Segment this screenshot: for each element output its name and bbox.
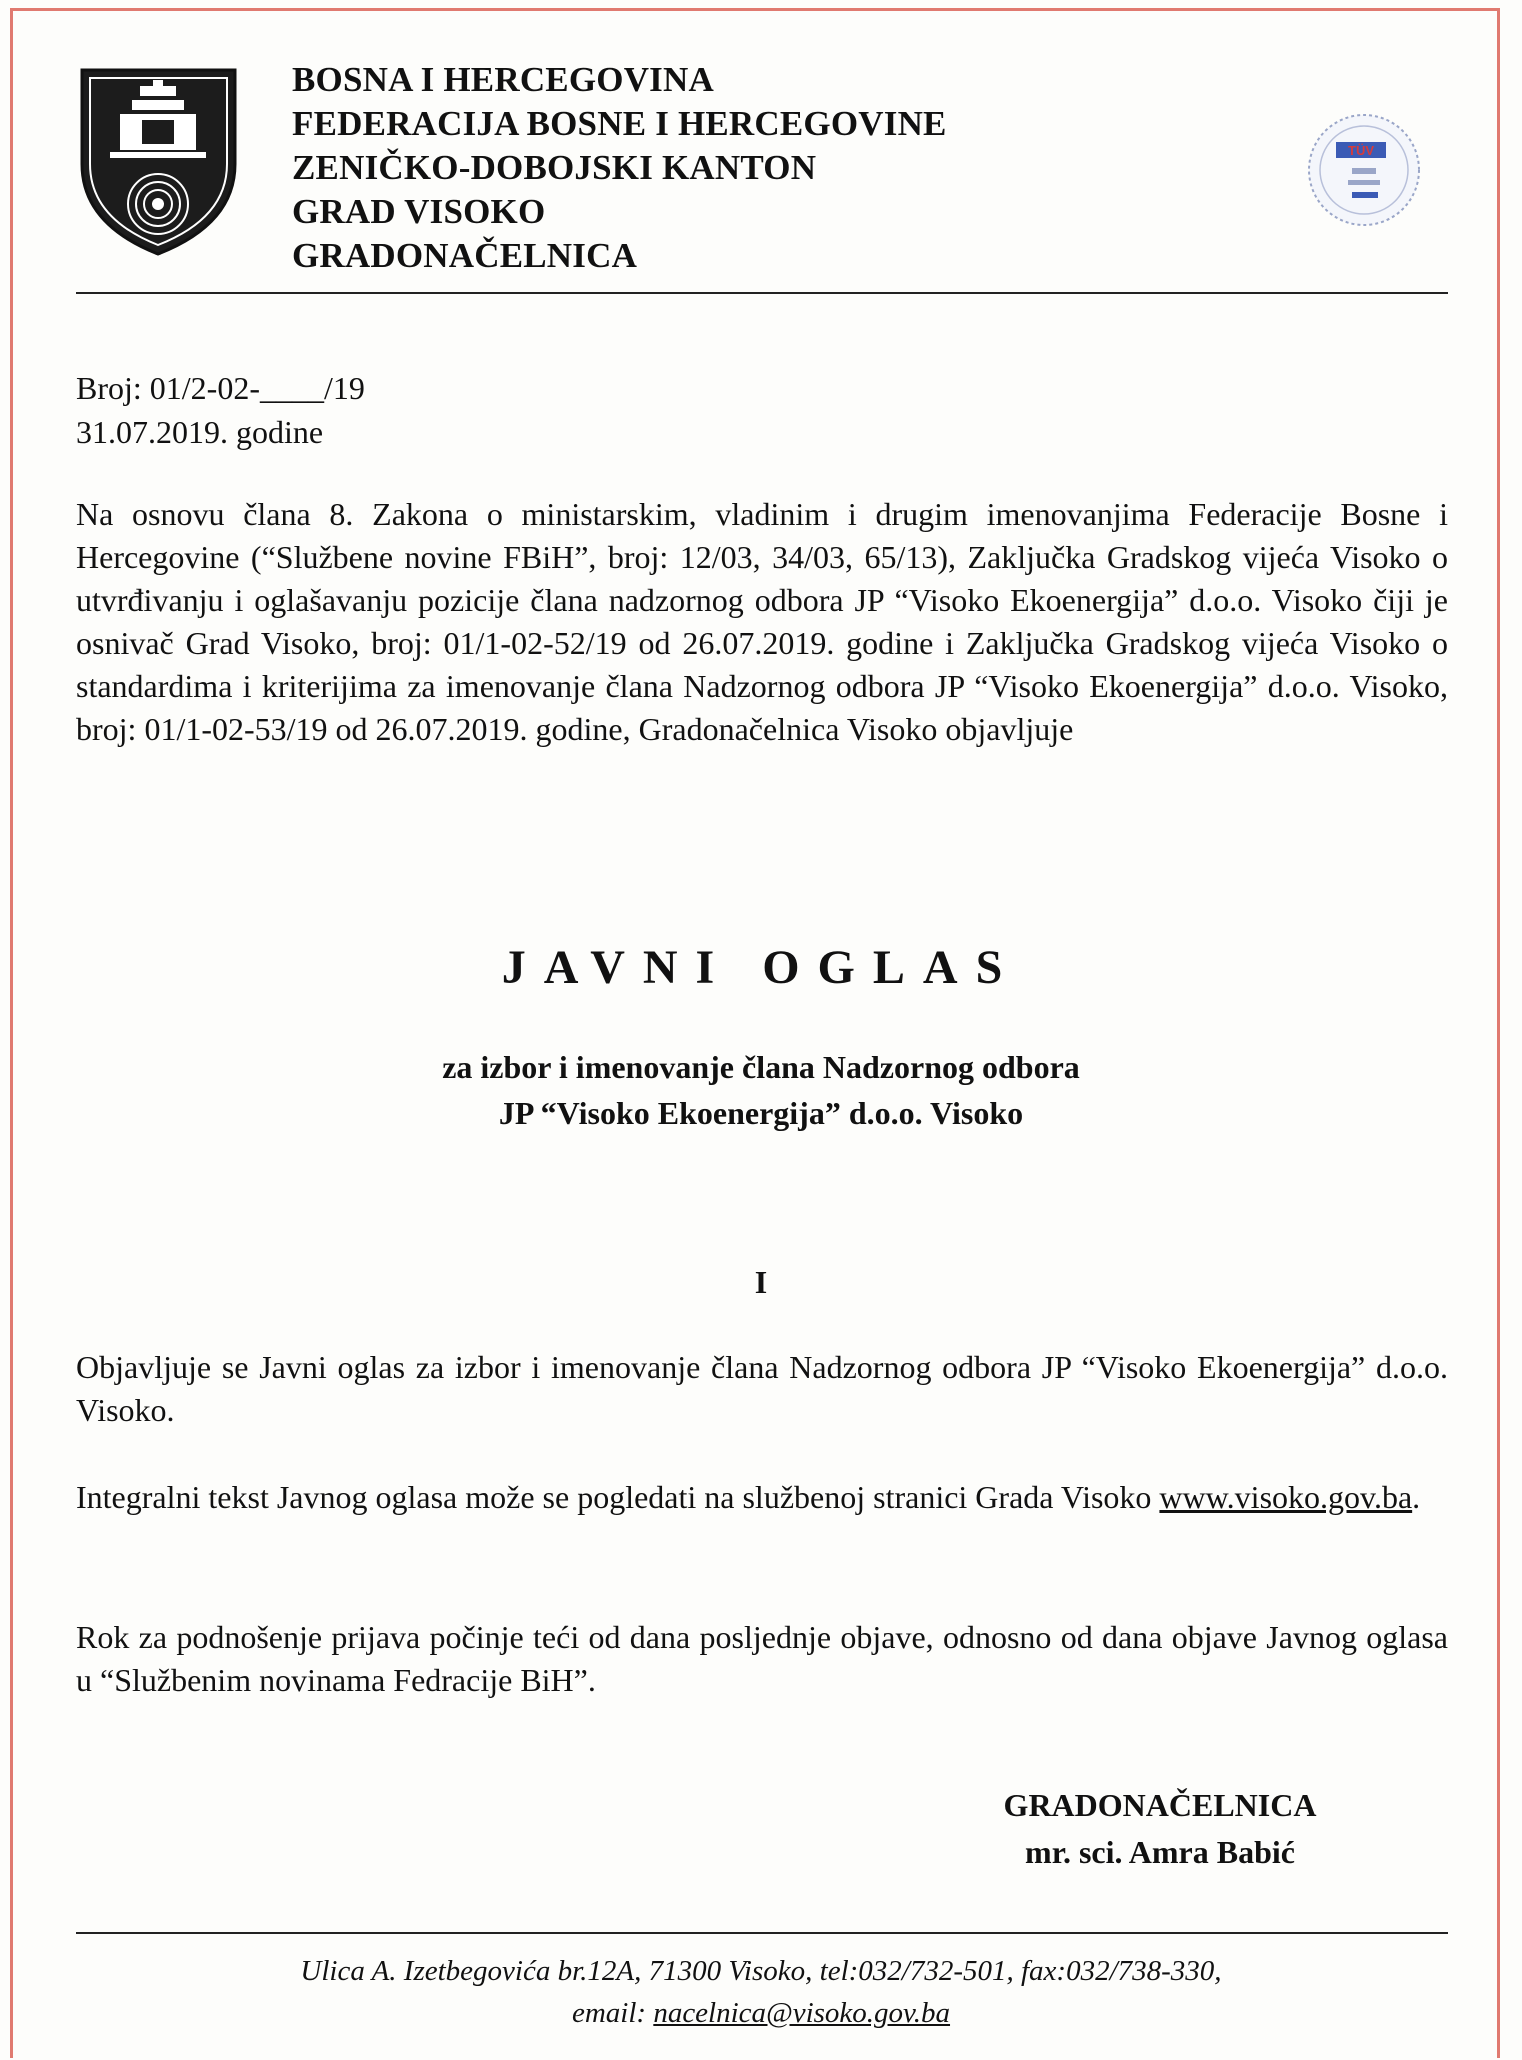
signature-name: mr. sci. Amra Babić bbox=[1025, 1834, 1295, 1870]
document-title: JAVNI OGLAS bbox=[501, 941, 1021, 994]
reference-block bbox=[76, 366, 365, 454]
footer-email-line bbox=[0, 1992, 1522, 2034]
signature-title: GRADONAČELNICA bbox=[1003, 1787, 1317, 1823]
header-canton: ZENIČKO-DOBOJSKI KANTON bbox=[292, 148, 817, 187]
certification-seal-icon bbox=[1306, 112, 1422, 228]
header-office: GRADONAČELNICA bbox=[292, 236, 638, 275]
paragraph-website bbox=[76, 1476, 1448, 1519]
footer-block bbox=[0, 1950, 1522, 2034]
coat-of-arms-icon bbox=[76, 64, 241, 259]
reference-date: 31.07.2019. godine bbox=[76, 414, 324, 450]
paragraph-website-text: Integralni tekst Javnog oglasa može se pogledati na službenoj stranici Grada Visoko bbox=[76, 1479, 1152, 1515]
paragraph-announcement: Objavljuje se Javni oglas za izbor i imenovanje člana Nadzornog odbora JP “Visoko Ekoenergija” d.o.o. Visoko. bbox=[76, 1349, 1448, 1428]
cert-text: TÜV bbox=[1348, 143, 1374, 158]
paragraph-website-end: . bbox=[1412, 1479, 1421, 1515]
preamble-paragraph: Na osnovu člana 8. Zakona o ministarskim, vladinim i drugim imenovanjima Federacije Bosne i Hercegovine (“Službene novine FBiH”, broj: 12/03, 34/03, 65/13), Zaključka Gradskog vijeća Visoko o utvrđivanju i oglašavanju pozicije člana nadzornog odbora JP “Visoko Ekoenergija” d.o.o. Visoko čiji je osnivač Grad Visoko, broj: 01/1-02-52/19 od 26.07.2019. godine i Zaključka Gradskog vijeća Visoko o standardima i kriterijima za imenovanje člana Nadzornog odbora JP “Visoko Ekoenergija” d.o.o. Visoko, broj: 01/1-02-53/19 od 26.07.2019. godine, Gradonačelnica Visoko objavljuje bbox=[76, 496, 1448, 747]
page-border bbox=[10, 8, 1500, 2058]
header-federation: FEDERACIJA BOSNE I HERCEGOVINE bbox=[292, 104, 947, 143]
footer-divider bbox=[76, 1932, 1448, 1934]
document-subtitle bbox=[0, 1044, 1522, 1136]
section-number: I bbox=[754, 1264, 768, 1300]
header-block bbox=[292, 58, 947, 278]
reference-number: Broj: 01/2-02-____/19 bbox=[76, 370, 365, 406]
signature-block bbox=[930, 1782, 1390, 1876]
subtitle-line-2: JP “Visoko Ekoenergija” d.o.o. Visoko bbox=[498, 1095, 1024, 1131]
header-city: GRAD VISOKO bbox=[292, 192, 546, 231]
header-country: BOSNA I HERCEGOVINA bbox=[292, 60, 714, 99]
website-link[interactable]: www.visoko.gov.ba bbox=[1159, 1479, 1413, 1515]
footer-email-label: email: bbox=[571, 1997, 647, 2029]
subtitle-line-1: za izbor i imenovanje člana Nadzornog odbora bbox=[442, 1049, 1080, 1085]
footer-address: Ulica A. Izetbegovića br.12A, 71300 Visoko, tel:032/732-501, fax:032/738-330, bbox=[300, 1955, 1222, 1987]
header-divider bbox=[76, 292, 1448, 294]
paragraph-deadline: Rok za podnošenje prijava počinje teći od dana posljednje objave, odnosno od dana objave Javnog oglasa u “Službenim novinama Fedracije BiH”. bbox=[76, 1619, 1448, 1698]
footer-email-link[interactable]: nacelnica@visoko.gov.ba bbox=[653, 1997, 951, 2029]
